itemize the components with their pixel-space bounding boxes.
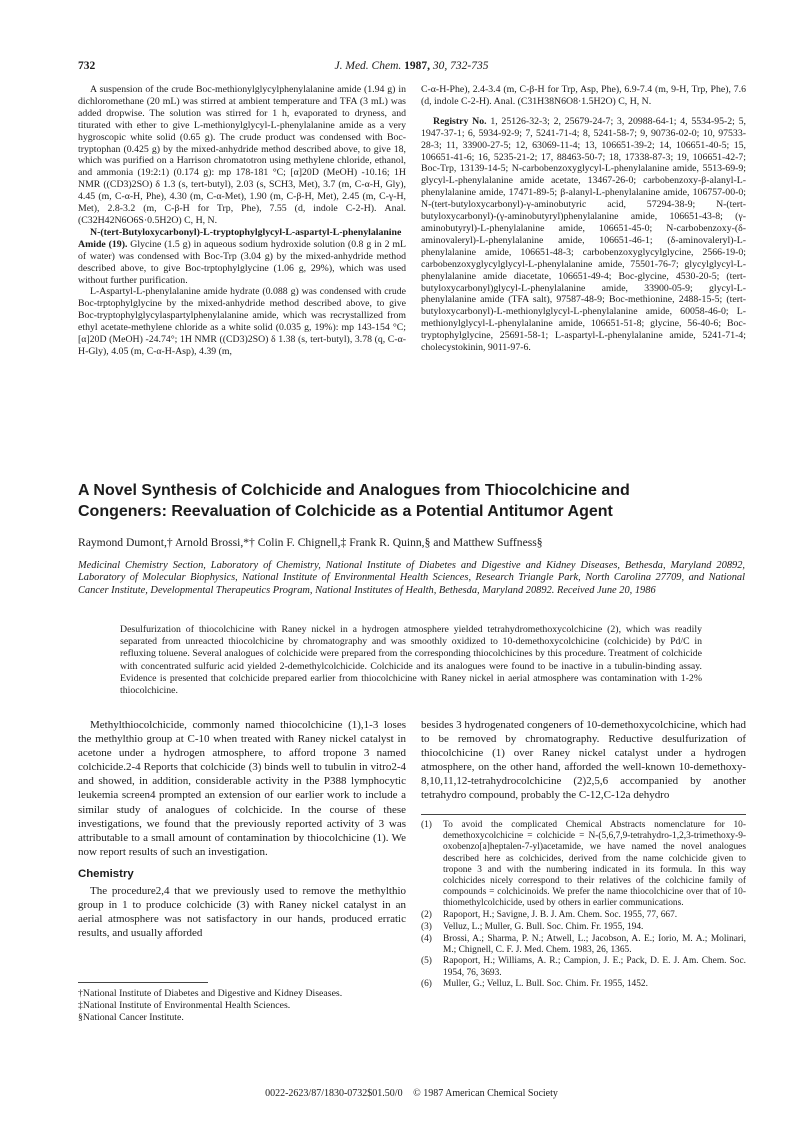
top-left-column [78, 84, 406, 358]
article-title: A Novel Synthesis of Colchicide and Analogues from Thiocolchicine and Congeners: Reevaluation of Colchicide as a Potential Antitumor Agent [78, 482, 630, 520]
section-heading: Chemistry [78, 867, 134, 880]
references [421, 820, 746, 991]
reference: (4) Brossi, A.; Sharma, P. N.; Atwell, L.; Jacobson, A. E.; Iorio, M. A.; Molinari, M.; Chignell, C. F. J. Med. Chem. 1983, 26, 1365. [421, 933, 746, 955]
reference: (1) To avoid the complicated Chemical Abstracts nomenclature for 10-demethoxycolchicine = colchicide = N-(5,6,7,9-tetrahydro-1,2,3-trimethoxy-9-oxobenzo[a]heptalen-7-yl)acetamide, we have named the novel analogues described here as colchicides, derived from the name colchicide given to tropone 3 and with the numbering indicated in its formula. In this way colchicides nicely correspond to their relatives of the colchicine family of compounds = colchicinoids. We prefer the name thiocolchicine over that of 10-thiomethylcolchicide, used by others in earlier communications. [421, 820, 746, 909]
article-code: 0022-2623/87/1830-0732$01.50/0 [265, 1088, 403, 1099]
page-number: 732 [78, 60, 96, 72]
paragraph: C-α-H-Phe), 2.4-3.4 (m, C-β-H for Trp, Asp, Phe), 6.9-7.4 (m, 9-H, Trp, Phe), 7.6 (d, indole C-2-H). Anal. (C31H38N6O8·1.5H2O) C, H, N. [421, 84, 746, 107]
copyright: © 1987 American Chemical Society [413, 1088, 558, 1099]
footnote: §National Cancer Institute. [78, 1011, 184, 1023]
affiliation-footnotes [78, 988, 406, 1023]
reference: (6) Muller, G.; Velluz, L. Bull. Soc. Chim. Fr. 1955, 1452. [421, 979, 648, 990]
reference: (5) Rapoport, H.; Williams, A. R.; Campion, J. E.; Pack, D. E. J. Am. Chem. Soc. 1954, 76, 3693. [421, 956, 746, 978]
running-header [78, 60, 745, 76]
paragraph: besides 3 hydrogenated congeners of 10-demethoxycolchicine, which had to be removed by chromatography. Reductive desulfurization of thiocolchicine (1) over Raney nickel catalyst under a hydrogen atmosphere, on the other hand, afforded the well-known 10-demethoxy-8,10,11,12-tetrahydrocolchicine (2)2,5,6 accompanied by another tetrahydro compound, probably the C-12,C-12a dehydro [421, 719, 747, 802]
reference: (2) Rapoport, H.; Savigne, J. B. J. Am. Chem. Soc. 1955, 77, 667. [421, 910, 678, 921]
top-right-column [421, 84, 746, 354]
abstract: Desulfurization of thiocolchicine with Raney nickel in a hydrogen atmosphere yielded tetrahydromethoxycolchicine (2), which was readily separated from unreacted thiocolchicine by chromatography and was smoothly oxidized to 10-demethoxycolchicine (colchicide) by Pd/C in refluxing toluene. Several analogues of colchicide were prepared from the corresponding thiocolchicines by this procedure. Treatment of colchicide with concentrated sulfuric acid yielded 2-demethylcolchicide. Colchicide and its analogues were found to be inactive in a tubulin-binding assay. Evidence is presented that colchicide prepared earlier from thiocolchicine with Raney nickel in aerial atmosphere was contamination with 1-2% thiocolchicine. [120, 624, 702, 697]
footnote: ‡National Institute of Environmental Health Sciences. [78, 999, 291, 1011]
paragraph: N-(tert-Butyloxycarbonyl)-L-tryptophylglycyl-L-aspartyl-L-phenylalanine Amide (19). Glycine (1.5 g) in aqueous sodium hydroxide solution (0.8 g in 2 mL of water) was condensed with Boc-Trp (3.04 g) by the mixed-anhydride method described above, to give Boc-trptophylglycine (1.06 g, 29%), which was used without further purification. [78, 226, 407, 286]
page-footer [78, 1088, 745, 1099]
reference: (3) Velluz, L.; Muller, G. Bull. Soc. Chim. Fr. 1955, 194. [421, 921, 644, 932]
references-rule [421, 814, 746, 815]
journal-citation: J. Med. Chem. 1987, 30, 732-735 [334, 60, 489, 72]
paragraph: A suspension of the crude Boc-methionylglycylphenylalanine amide (1.94 g) in dichloromethane (20 mL) was stirred at ambient temperature and TFA (3 mL) was added dropwise. The solution was stirred for 1 h, evaporated to dryness, and titurated with ether to give L-methionylglycyl-L-phenylalanine amide as a very hygroscopic white solid (0.65 g). The crude product was condensed with Boc-tryptophan (0.425 g) by the mixed-anhydride method described above, to give 18, which was purified on a Harrison chromatotron using methylene chloride, ethanol, and ammonia (19:2:1) (0.174 g): mp 178-181 °C; [α]20D (MeOH) -10.16; 1H NMR ((CD3)2SO) δ 1.3 (s, tert-butyl), 2.03 (s, SCH3, Met), 3.7 (m, C-α-H, Gly), 4.45 (m, C-α-H, Phe), 4.30 (m, C-α-Met), 1.90 (m, C-β-H, Met), 2.45 (m, C-γ-H, Met), 2.8-3.2 (m, C-β-H for Trp, Phe), 7.55 (d, indole C-2-H). Anal. (C32H42N6O6S·0.5H2O) C, H, N. [78, 84, 406, 226]
body-right-column [421, 718, 746, 803]
affiliation: Medicinal Chemistry Section, Laboratory of Chemistry, National Institute of Diabetes and Digestive and Kidney Diseases, Bethesda, Maryland 20892, Laboratory of Molecular Biophysics, National Institute of Environmental Health Sciences, Research Triangle Park, North Carolina 27709, and National Cancer Institute, Developmental Therapeutics Program, National Institutes of Health, Bethesda, Maryland 20892. Received June 20, 1986 [78, 560, 745, 596]
authors: Raymond Dumont,† Arnold Brossi,*† Colin F. Chignell,‡ Frank R. Quinn,§ and Matthew Suffness§ [78, 536, 543, 549]
body-left-column [78, 718, 406, 940]
paragraph: L-Aspartyl-L-phenylalanine amide hydrate (0.088 g) was condensed with crude Boc-trptophylglycine by the mixed-anhydride method described above, to give Boc-tryptophylglycylaspartylphenylalanine amide, which was recrystallized from ethyl acetate-methylene chloride as a white solid (0.035 g, 19%): mp 143-154 °C; [α]20D (MeOH) -24.74°; 1H NMR ((CD3)2SO) δ 1.38 (s, tert-butyl), 3.78 (q, C-α-H-Gly), 4.05 (m, C-α-H-Asp), 4.39 (m, [78, 286, 406, 357]
footnote-rule [78, 982, 208, 983]
paragraph: The procedure2,4 that we previously used to remove the methylthio group in 1 to produce colchicide (3) with Raney nickel catalyst in an aerial atmosphere was not satisfactory in our hands, produced erratic results, and usually afforded [78, 885, 406, 940]
paragraph: Methylthiocolchicide, commonly named thiocolchicine (1),1-3 loses the methylthio group at C-10 when treated with Raney nickel catalyst in acetone under a hydrogen atmosphere, to afford tropone 3 named colchicide.2-4 Reports that colchicide (3) binds well to tubulin in vitro2-4 and showed, in addition, considerable activity in the P388 lymphocytic leukemia screen4 prompted an extension of our earlier work to include a similar study of analogues of colchicide. In the course of these investigations, we found that the previously reported activity of 3 was attributable to a small amount of contamination by thiocolchicine (1). We now report results of such an investigation. [78, 719, 406, 858]
registry-numbers: Registry No. 1, 25126-32-3; 2, 25679-24-7; 3, 20988-64-1; 4, 5534-95-2; 5, 1947-37-1; 6, 5934-92-9; 7, 5241-71-4; 8, 5241-58-7; 9, 90736-02-0; 10, 97533-28-3; 11, 33900-27-5; 12, 63069-11-4; 13, 106651-39-2; 14, 106651-40-5; 15, 106651-41-6; 16, 5235-21-2; 17, 88463-50-7; 18, 17338-87-3; 19, 106651-42-7; Boc-Trp, 13139-14-5; N-carbobenzoxyglycyl-L-phenylalanine amide, 5513-69-9; glycyl-L-phenylalanine amide acetate, 13467-26-0; carbobenzoxy-β-alanyl-L-phenylalanine amide, 17471-89-5; β-alanyl-L-phenylalanine amide, 106757-00-0; N-(tert-butyloxycarbonyl)-γ-aminobutyric acid, 57294-38-9; N-(tert-butyloxycarbonyl)-(γ-aminobutyryl)phenylalanine amide, 106651-43-8; (γ-aminobutyryl)-L-phenylalanine amide, 106651-45-0; N-carbobenzoxy-(δ-aminovaleryl)-L-phenylalanine amide, 106651-46-1; (δ-aminovaleryl)-L-phenylalanine amide, 106651-48-3; carbobenzoxyglycylglycine, 2566-19-0; carbobenzoxyglycylglycyl-L-phenylalanine amide, 75501-76-7; glycylglycyl-L-phenylalanine amide diacetate, 106651-49-4; Boc-glycine, 4530-20-5; (tert-butyloxycarbonyl)glycyl-L-phenylalanine amide, 33900-05-9; glycyl-L-phenylalanine amide (TFA salt), 97587-48-9; Boc-methionine, 2488-15-5; (tert-butyloxycarbonyl)-L-methionylglycyl-L-phenylalanine amide, 60058-46-0; L-methionylglycyl-L-phenylalanine amide, 106651-51-8; glycine, 56-40-6; Boc-tryptophylglycine, 25691-58-1; L-aspartyl-L-phenylalanine amide, 5241-71-4; cholecystokinin, 9011-97-6. [421, 115, 746, 354]
footnote: †National Institute of Diabetes and Digestive and Kidney Diseases. [78, 988, 343, 999]
